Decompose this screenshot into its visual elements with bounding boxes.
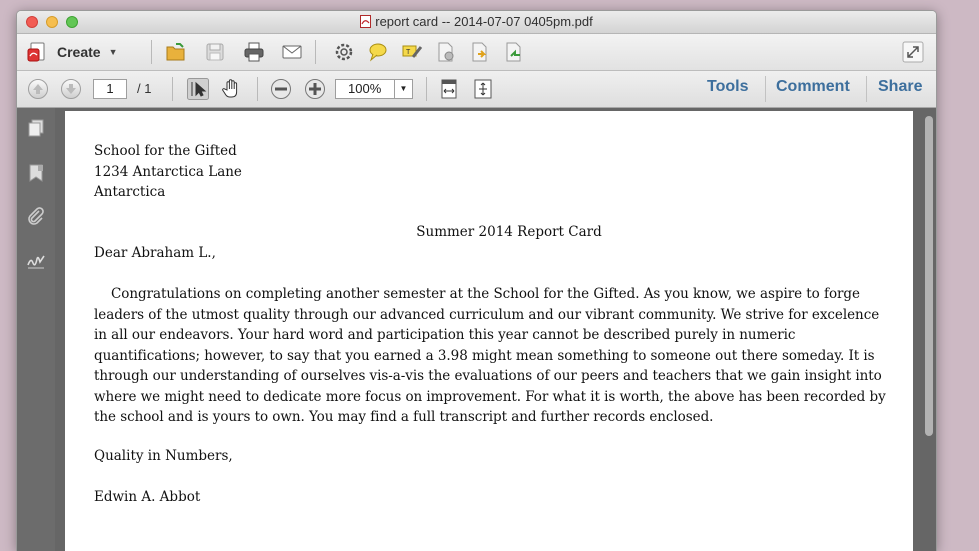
document-page [65, 111, 913, 551]
toolbar-divider [151, 40, 152, 64]
document-title: Summer 2014 Report Card [416, 224, 602, 240]
toolbar-divider [172, 77, 173, 101]
zoom-in-icon[interactable] [304, 78, 326, 100]
fit-page-icon[interactable] [472, 78, 494, 100]
print-icon[interactable] [243, 41, 265, 63]
chevron-down-icon: ▼ [108, 47, 118, 57]
create-label: Create [57, 44, 101, 60]
comment-pane-button[interactable]: Comment [776, 78, 850, 95]
chevron-down-icon: ▼ [399, 84, 408, 93]
navigation-sidebar [17, 108, 55, 551]
fullscreen-icon[interactable] [902, 41, 924, 63]
settings-icon[interactable] [333, 41, 355, 63]
send-icon[interactable] [503, 41, 525, 63]
zoom-out-icon[interactable] [270, 78, 292, 100]
title-bar [17, 11, 936, 34]
zoom-dropdown-button[interactable] [394, 79, 413, 99]
bookmarks-icon[interactable] [26, 163, 46, 183]
zoom-level-field[interactable]: 100% [335, 79, 395, 99]
previous-page-button[interactable] [28, 79, 48, 99]
email-icon[interactable] [281, 41, 303, 63]
toolbar-divider [866, 76, 867, 102]
share-pane-button[interactable]: Share [878, 78, 923, 95]
create-button[interactable] [27, 40, 118, 64]
pdf-viewer-window [16, 10, 937, 551]
salutation: Dear Abraham L., [94, 245, 216, 261]
signature-name: Edwin A. Abbot [94, 489, 201, 505]
main-toolbar [17, 34, 936, 71]
export-icon[interactable] [469, 41, 491, 63]
toolbar-divider [315, 40, 316, 64]
address-line: Antarctica [94, 184, 166, 200]
pdf-file-icon [360, 15, 371, 28]
sender-address [94, 141, 242, 203]
create-pdf-icon [27, 41, 49, 63]
save-icon[interactable] [204, 41, 226, 63]
pages-icon[interactable] [26, 118, 46, 138]
vertical-scrollbar[interactable] [925, 116, 933, 436]
toolbar-divider [765, 76, 766, 102]
hand-tool-icon[interactable] [221, 78, 243, 100]
previous-page-icon [29, 80, 47, 98]
page-number-input[interactable]: 1 [93, 79, 127, 99]
toolbar-divider [426, 77, 427, 101]
select-tool-icon[interactable] [187, 78, 209, 100]
closing-line: Quality in Numbers, [94, 448, 233, 464]
tools-pane-button[interactable]: Tools [707, 78, 749, 95]
navigation-toolbar [17, 71, 936, 108]
window-title [17, 14, 936, 29]
toolbar-divider [257, 77, 258, 101]
signatures-icon[interactable] [26, 251, 46, 271]
svg-text:T: T [406, 49, 411, 56]
fit-width-icon[interactable] [438, 78, 460, 100]
comment-bubble-icon[interactable] [367, 41, 389, 63]
page-total-label: / 1 [137, 81, 152, 96]
redact-icon[interactable] [435, 41, 457, 63]
highlight-icon[interactable] [401, 41, 423, 63]
next-page-button[interactable] [61, 79, 81, 99]
open-folder-icon[interactable] [165, 41, 187, 63]
next-page-icon [62, 80, 80, 98]
address-line: 1234 Antarctica Lane [94, 163, 242, 180]
document-viewport[interactable] [55, 108, 936, 551]
attachments-icon[interactable] [26, 206, 46, 226]
window-title-text: report card -- 2014-07-07 0405pm.pdf [375, 14, 593, 29]
address-line: School for the Gifted [94, 143, 237, 159]
body-paragraph: Congratulations on completing another semester at the School for the Gifted. As you know, we aspire to forge leaders of the utmost quality through our advanced curriculum and our vibrant community. We strive for excelence in all our endeavors. Your hard word and participation this year cannot be described purely in numeric quantifications; however, to say that you earned a 3.98 might mean something to someone out there someday. It is through our understanding of ourselves vis-a-vis the evaluations of our peers and teachers that we gain insight into where we might need to dedicate more focus on improvement. For what it is worth, the above has been recorded by the school and is yours to own. You may find a full transcript and further records enclosed. [94, 286, 886, 425]
